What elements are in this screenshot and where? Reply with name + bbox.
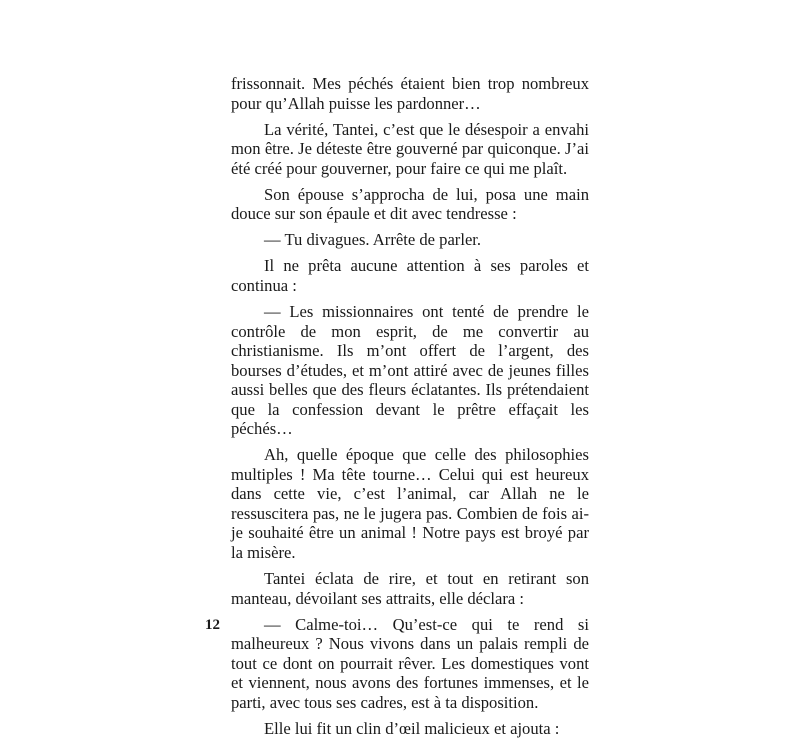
- paragraph: Ah, quelle époque que celle des philosophies multiples ! Ma tête tourne… Celui qui est heureux dans cette vie, c’est l’animal, car Allah ne le ressuscitera pas, ne le jugera pas. Combien de fois ai-je souhaité être un animal ! Notre pays est broyé par la misère.: [231, 445, 589, 563]
- paragraph: Tantei éclata de rire, et tout en retirant son manteau, dévoilant ses attraits, elle déclara :: [231, 569, 589, 608]
- page-number: 12: [205, 617, 220, 633]
- page-body-text: [231, 74, 589, 745]
- paragraph: La vérité, Tantei, c’est que le désespoir a envahi mon être. Je déteste être gouverné par quiconque. J’ai été créé pour gouverner, pour faire ce qui me plaît.: [231, 119, 589, 178]
- paragraph: Il ne prêta aucune attention à ses paroles et continua :: [231, 256, 589, 295]
- dialogue-line: — Les missionnaires ont tenté de prendre le contrôle de mon esprit, de me convertir au christianisme. Ils m’ont offert de l’argent, des bourses d’études, et m’ont attiré avec de jeunes filles aussi belles que des fleurs éclatantes. Ils prétendaient que la confession devant le prêtre effaçait les péchés…: [231, 301, 589, 439]
- dialogue-line: — Tu divagues. Arrête de parler.: [264, 230, 482, 250]
- dialogue-line: — Calme-toi… Qu’est-ce qui te rend si malheureux ? Nous vivons dans un palais rempli de tout ce dont on pourrait rêver. Les domestiques vont et viennent, nous avons des fortunes immenses, et le parti, avec tous ses cadres, est à ta disposition.: [231, 614, 589, 712]
- paragraph: Elle lui fit un clin d’œil malicieux et ajouta :: [264, 718, 560, 738]
- paragraph: Son épouse s’approcha de lui, posa une main douce sur son épaule et dit avec tendresse :: [231, 184, 589, 224]
- paragraph: frissonnait. Mes péchés étaient bien trop nombreux pour qu’Allah puisse les pardonner…: [231, 74, 589, 113]
